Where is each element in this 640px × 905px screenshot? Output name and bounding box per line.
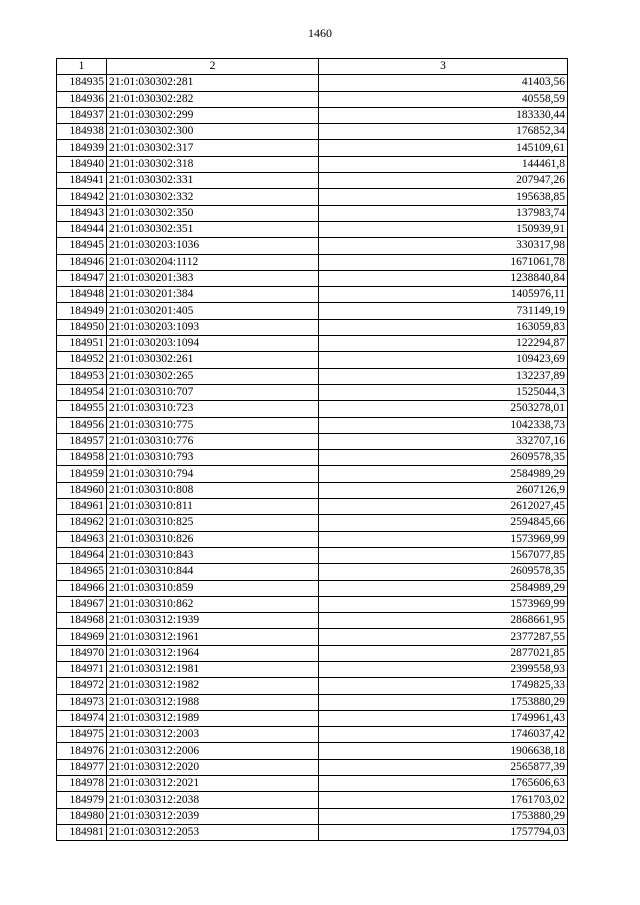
- row-number-cell: 184948: [57, 287, 107, 303]
- value-cell: 2612027,45: [319, 499, 568, 515]
- value-cell: 195638,85: [319, 189, 568, 205]
- value-cell: 2503278,01: [319, 401, 568, 417]
- row-number-cell: 184961: [57, 499, 107, 515]
- table-row: [57, 792, 568, 808]
- cadastral-number-cell: 21:01:030201:383: [107, 270, 319, 286]
- cadastral-number-cell: 21:01:030312:2021: [107, 776, 319, 792]
- cadastral-number-cell: 21:01:030310:793: [107, 450, 319, 466]
- table-row: [57, 678, 568, 694]
- table-row: [57, 759, 568, 775]
- cadastral-number-cell: 21:01:030312:2038: [107, 792, 319, 808]
- value-cell: 731149,19: [319, 303, 568, 319]
- cadastral-number-cell: 21:01:030312:1989: [107, 710, 319, 726]
- cadastral-number-cell: 21:01:030312:1961: [107, 629, 319, 645]
- table-row: [57, 661, 568, 677]
- cadastral-number-cell: 21:01:030203:1036: [107, 238, 319, 254]
- table-row: [57, 205, 568, 221]
- column-header-2: 2: [107, 59, 319, 75]
- row-number-cell: 184977: [57, 759, 107, 775]
- value-cell: 40558,59: [319, 91, 568, 107]
- cadastral-number-cell: 21:01:030302:265: [107, 368, 319, 384]
- row-number-cell: 184963: [57, 531, 107, 547]
- row-number-cell: 184935: [57, 75, 107, 91]
- table-row: [57, 221, 568, 237]
- cadastral-number-cell: 21:01:030302:332: [107, 189, 319, 205]
- row-number-cell: 184966: [57, 580, 107, 596]
- value-cell: 122294,87: [319, 336, 568, 352]
- value-cell: 145109,61: [319, 140, 568, 156]
- value-cell: 109423,69: [319, 352, 568, 368]
- cadastral-number-cell: 21:01:030302:331: [107, 173, 319, 189]
- cadastral-number-cell: 21:01:030310:862: [107, 596, 319, 612]
- row-number-cell: 184972: [57, 678, 107, 694]
- row-number-cell: 184971: [57, 661, 107, 677]
- table-row: [57, 710, 568, 726]
- value-cell: 2609578,35: [319, 450, 568, 466]
- cadastral-number-cell: 21:01:030310:707: [107, 384, 319, 400]
- table-row: [57, 776, 568, 792]
- value-cell: 2594845,66: [319, 515, 568, 531]
- value-cell: 132237,89: [319, 368, 568, 384]
- cadastral-number-cell: 21:01:030310:794: [107, 466, 319, 482]
- row-number-cell: 184973: [57, 694, 107, 710]
- table-row: [57, 645, 568, 661]
- data-table: [56, 58, 568, 841]
- cadastral-number-cell: 21:01:030312:1939: [107, 613, 319, 629]
- cadastral-number-cell: 21:01:030302:350: [107, 205, 319, 221]
- table-row: [57, 824, 568, 840]
- row-number-cell: 184964: [57, 547, 107, 563]
- table-row: [57, 531, 568, 547]
- row-number-cell: 184949: [57, 303, 107, 319]
- row-number-cell: 184958: [57, 450, 107, 466]
- value-cell: 1753880,29: [319, 694, 568, 710]
- value-cell: 1749961,43: [319, 710, 568, 726]
- row-number-cell: 184962: [57, 515, 107, 531]
- table-row: [57, 384, 568, 400]
- cadastral-number-cell: 21:01:030310:776: [107, 433, 319, 449]
- cadastral-number-cell: 21:01:030310:859: [107, 580, 319, 596]
- row-number-cell: 184938: [57, 124, 107, 140]
- table-row: [57, 629, 568, 645]
- value-cell: 1573969,99: [319, 596, 568, 612]
- value-cell: 2877021,85: [319, 645, 568, 661]
- cadastral-number-cell: 21:01:030302:281: [107, 75, 319, 91]
- cadastral-number-cell: 21:01:030204:1112: [107, 254, 319, 270]
- cadastral-number-cell: 21:01:030302:300: [107, 124, 319, 140]
- value-cell: 330317,98: [319, 238, 568, 254]
- row-number-cell: 184947: [57, 270, 107, 286]
- cadastral-number-cell: 21:01:030310:843: [107, 547, 319, 563]
- table-row: [57, 238, 568, 254]
- table-row: [57, 173, 568, 189]
- row-number-cell: 184976: [57, 743, 107, 759]
- value-cell: 144461,8: [319, 156, 568, 172]
- cadastral-number-cell: 21:01:030302:261: [107, 352, 319, 368]
- cadastral-number-cell: 21:01:030310:826: [107, 531, 319, 547]
- value-cell: 207947,26: [319, 173, 568, 189]
- table-row: [57, 694, 568, 710]
- cadastral-number-cell: 21:01:030302:317: [107, 140, 319, 156]
- row-number-cell: 184952: [57, 352, 107, 368]
- row-number-cell: 184981: [57, 824, 107, 840]
- table-row: [57, 140, 568, 156]
- cadastral-number-cell: 21:01:030203:1094: [107, 336, 319, 352]
- table-row: [57, 499, 568, 515]
- table-row: [57, 75, 568, 91]
- row-number-cell: 184944: [57, 221, 107, 237]
- value-cell: 1573969,99: [319, 531, 568, 547]
- table-row: [57, 743, 568, 759]
- cadastral-number-cell: 21:01:030312:2020: [107, 759, 319, 775]
- value-cell: 2584989,29: [319, 580, 568, 596]
- value-cell: 2868661,95: [319, 613, 568, 629]
- value-cell: 150939,91: [319, 221, 568, 237]
- row-number-cell: 184978: [57, 776, 107, 792]
- table-row: [57, 482, 568, 498]
- value-cell: 137983,74: [319, 205, 568, 221]
- value-cell: 41403,56: [319, 75, 568, 91]
- row-number-cell: 184946: [57, 254, 107, 270]
- table-body: [57, 75, 568, 841]
- value-cell: 1567077,85: [319, 547, 568, 563]
- row-number-cell: 184967: [57, 596, 107, 612]
- table-row: [57, 466, 568, 482]
- row-number-cell: 184945: [57, 238, 107, 254]
- table-row: [57, 515, 568, 531]
- row-number-cell: 184969: [57, 629, 107, 645]
- cadastral-number-cell: 21:01:030310:844: [107, 564, 319, 580]
- table-row: [57, 270, 568, 286]
- value-cell: 183330,44: [319, 107, 568, 123]
- value-cell: 1042338,73: [319, 417, 568, 433]
- table-row: [57, 336, 568, 352]
- row-number-cell: 184942: [57, 189, 107, 205]
- cadastral-number-cell: 21:01:030312:2006: [107, 743, 319, 759]
- page-number: 1460: [308, 26, 332, 40]
- row-number-cell: 184943: [57, 205, 107, 221]
- value-cell: 176852,34: [319, 124, 568, 140]
- table-row: [57, 613, 568, 629]
- row-number-cell: 184954: [57, 384, 107, 400]
- table-row: [57, 107, 568, 123]
- value-cell: 1757794,03: [319, 824, 568, 840]
- cadastral-number-cell: 21:01:030312:1964: [107, 645, 319, 661]
- table-row: [57, 564, 568, 580]
- value-cell: 1746037,42: [319, 727, 568, 743]
- cadastral-number-cell: 21:01:030312:1988: [107, 694, 319, 710]
- value-cell: 2377287,55: [319, 629, 568, 645]
- cadastral-number-cell: 21:01:030310:825: [107, 515, 319, 531]
- table-row: [57, 547, 568, 563]
- table-row: [57, 91, 568, 107]
- table-row: [57, 401, 568, 417]
- cadastral-number-cell: 21:01:030201:405: [107, 303, 319, 319]
- row-number-cell: 184960: [57, 482, 107, 498]
- table-header-row: [57, 59, 568, 75]
- table-row: [57, 124, 568, 140]
- row-number-cell: 184970: [57, 645, 107, 661]
- row-number-cell: 184980: [57, 808, 107, 824]
- value-cell: 332707,16: [319, 433, 568, 449]
- value-cell: 2584989,29: [319, 466, 568, 482]
- cadastral-number-cell: 21:01:030312:2039: [107, 808, 319, 824]
- cadastral-number-cell: 21:01:030312:1982: [107, 678, 319, 694]
- table-row: [57, 254, 568, 270]
- table-row: [57, 368, 568, 384]
- table-row: [57, 417, 568, 433]
- value-cell: 1753880,29: [319, 808, 568, 824]
- cadastral-number-cell: 21:01:030312:2053: [107, 824, 319, 840]
- row-number-cell: 184936: [57, 91, 107, 107]
- row-number-cell: 184965: [57, 564, 107, 580]
- table-row: [57, 580, 568, 596]
- row-number-cell: 184968: [57, 613, 107, 629]
- value-cell: 2609578,35: [319, 564, 568, 580]
- value-cell: 1238840,84: [319, 270, 568, 286]
- table-row: [57, 352, 568, 368]
- table-row: [57, 727, 568, 743]
- column-header-3: 3: [319, 59, 568, 75]
- row-number-cell: 184956: [57, 417, 107, 433]
- value-cell: 2399558,93: [319, 661, 568, 677]
- cadastral-number-cell: 21:01:030302:318: [107, 156, 319, 172]
- table-row: [57, 287, 568, 303]
- table-row: [57, 303, 568, 319]
- value-cell: 163059,83: [319, 319, 568, 335]
- value-cell: 2607126,9: [319, 482, 568, 498]
- value-cell: 1671061,78: [319, 254, 568, 270]
- row-number-cell: 184950: [57, 319, 107, 335]
- cadastral-number-cell: 21:01:030310:723: [107, 401, 319, 417]
- table-row: [57, 450, 568, 466]
- value-cell: 2565877,39: [319, 759, 568, 775]
- row-number-cell: 184941: [57, 173, 107, 189]
- cadastral-number-cell: 21:01:030302:299: [107, 107, 319, 123]
- cadastral-number-cell: 21:01:030201:384: [107, 287, 319, 303]
- row-number-cell: 184951: [57, 336, 107, 352]
- cadastral-number-cell: 21:01:030302:282: [107, 91, 319, 107]
- table-row: [57, 189, 568, 205]
- row-number-cell: 184953: [57, 368, 107, 384]
- value-cell: 1761703,02: [319, 792, 568, 808]
- row-number-cell: 184939: [57, 140, 107, 156]
- row-number-cell: 184979: [57, 792, 107, 808]
- row-number-cell: 184955: [57, 401, 107, 417]
- row-number-cell: 184957: [57, 433, 107, 449]
- table-row: [57, 319, 568, 335]
- cadastral-number-cell: 21:01:030310:808: [107, 482, 319, 498]
- table-row: [57, 156, 568, 172]
- value-cell: 1765606,63: [319, 776, 568, 792]
- row-number-cell: 184975: [57, 727, 107, 743]
- value-cell: 1749825,33: [319, 678, 568, 694]
- row-number-cell: 184940: [57, 156, 107, 172]
- row-number-cell: 184959: [57, 466, 107, 482]
- value-cell: 1405976,11: [319, 287, 568, 303]
- cadastral-number-cell: 21:01:030203:1093: [107, 319, 319, 335]
- table-row: [57, 596, 568, 612]
- value-cell: 1906638,18: [319, 743, 568, 759]
- cadastral-number-cell: 21:01:030312:2003: [107, 727, 319, 743]
- table-row: [57, 808, 568, 824]
- value-cell: 1525044,3: [319, 384, 568, 400]
- table-row: [57, 433, 568, 449]
- cadastral-number-cell: 21:01:030302:351: [107, 221, 319, 237]
- cadastral-number-cell: 21:01:030312:1981: [107, 661, 319, 677]
- row-number-cell: 184974: [57, 710, 107, 726]
- row-number-cell: 184937: [57, 107, 107, 123]
- cadastral-number-cell: 21:01:030310:775: [107, 417, 319, 433]
- column-header-1: 1: [57, 59, 107, 75]
- cadastral-number-cell: 21:01:030310:811: [107, 499, 319, 515]
